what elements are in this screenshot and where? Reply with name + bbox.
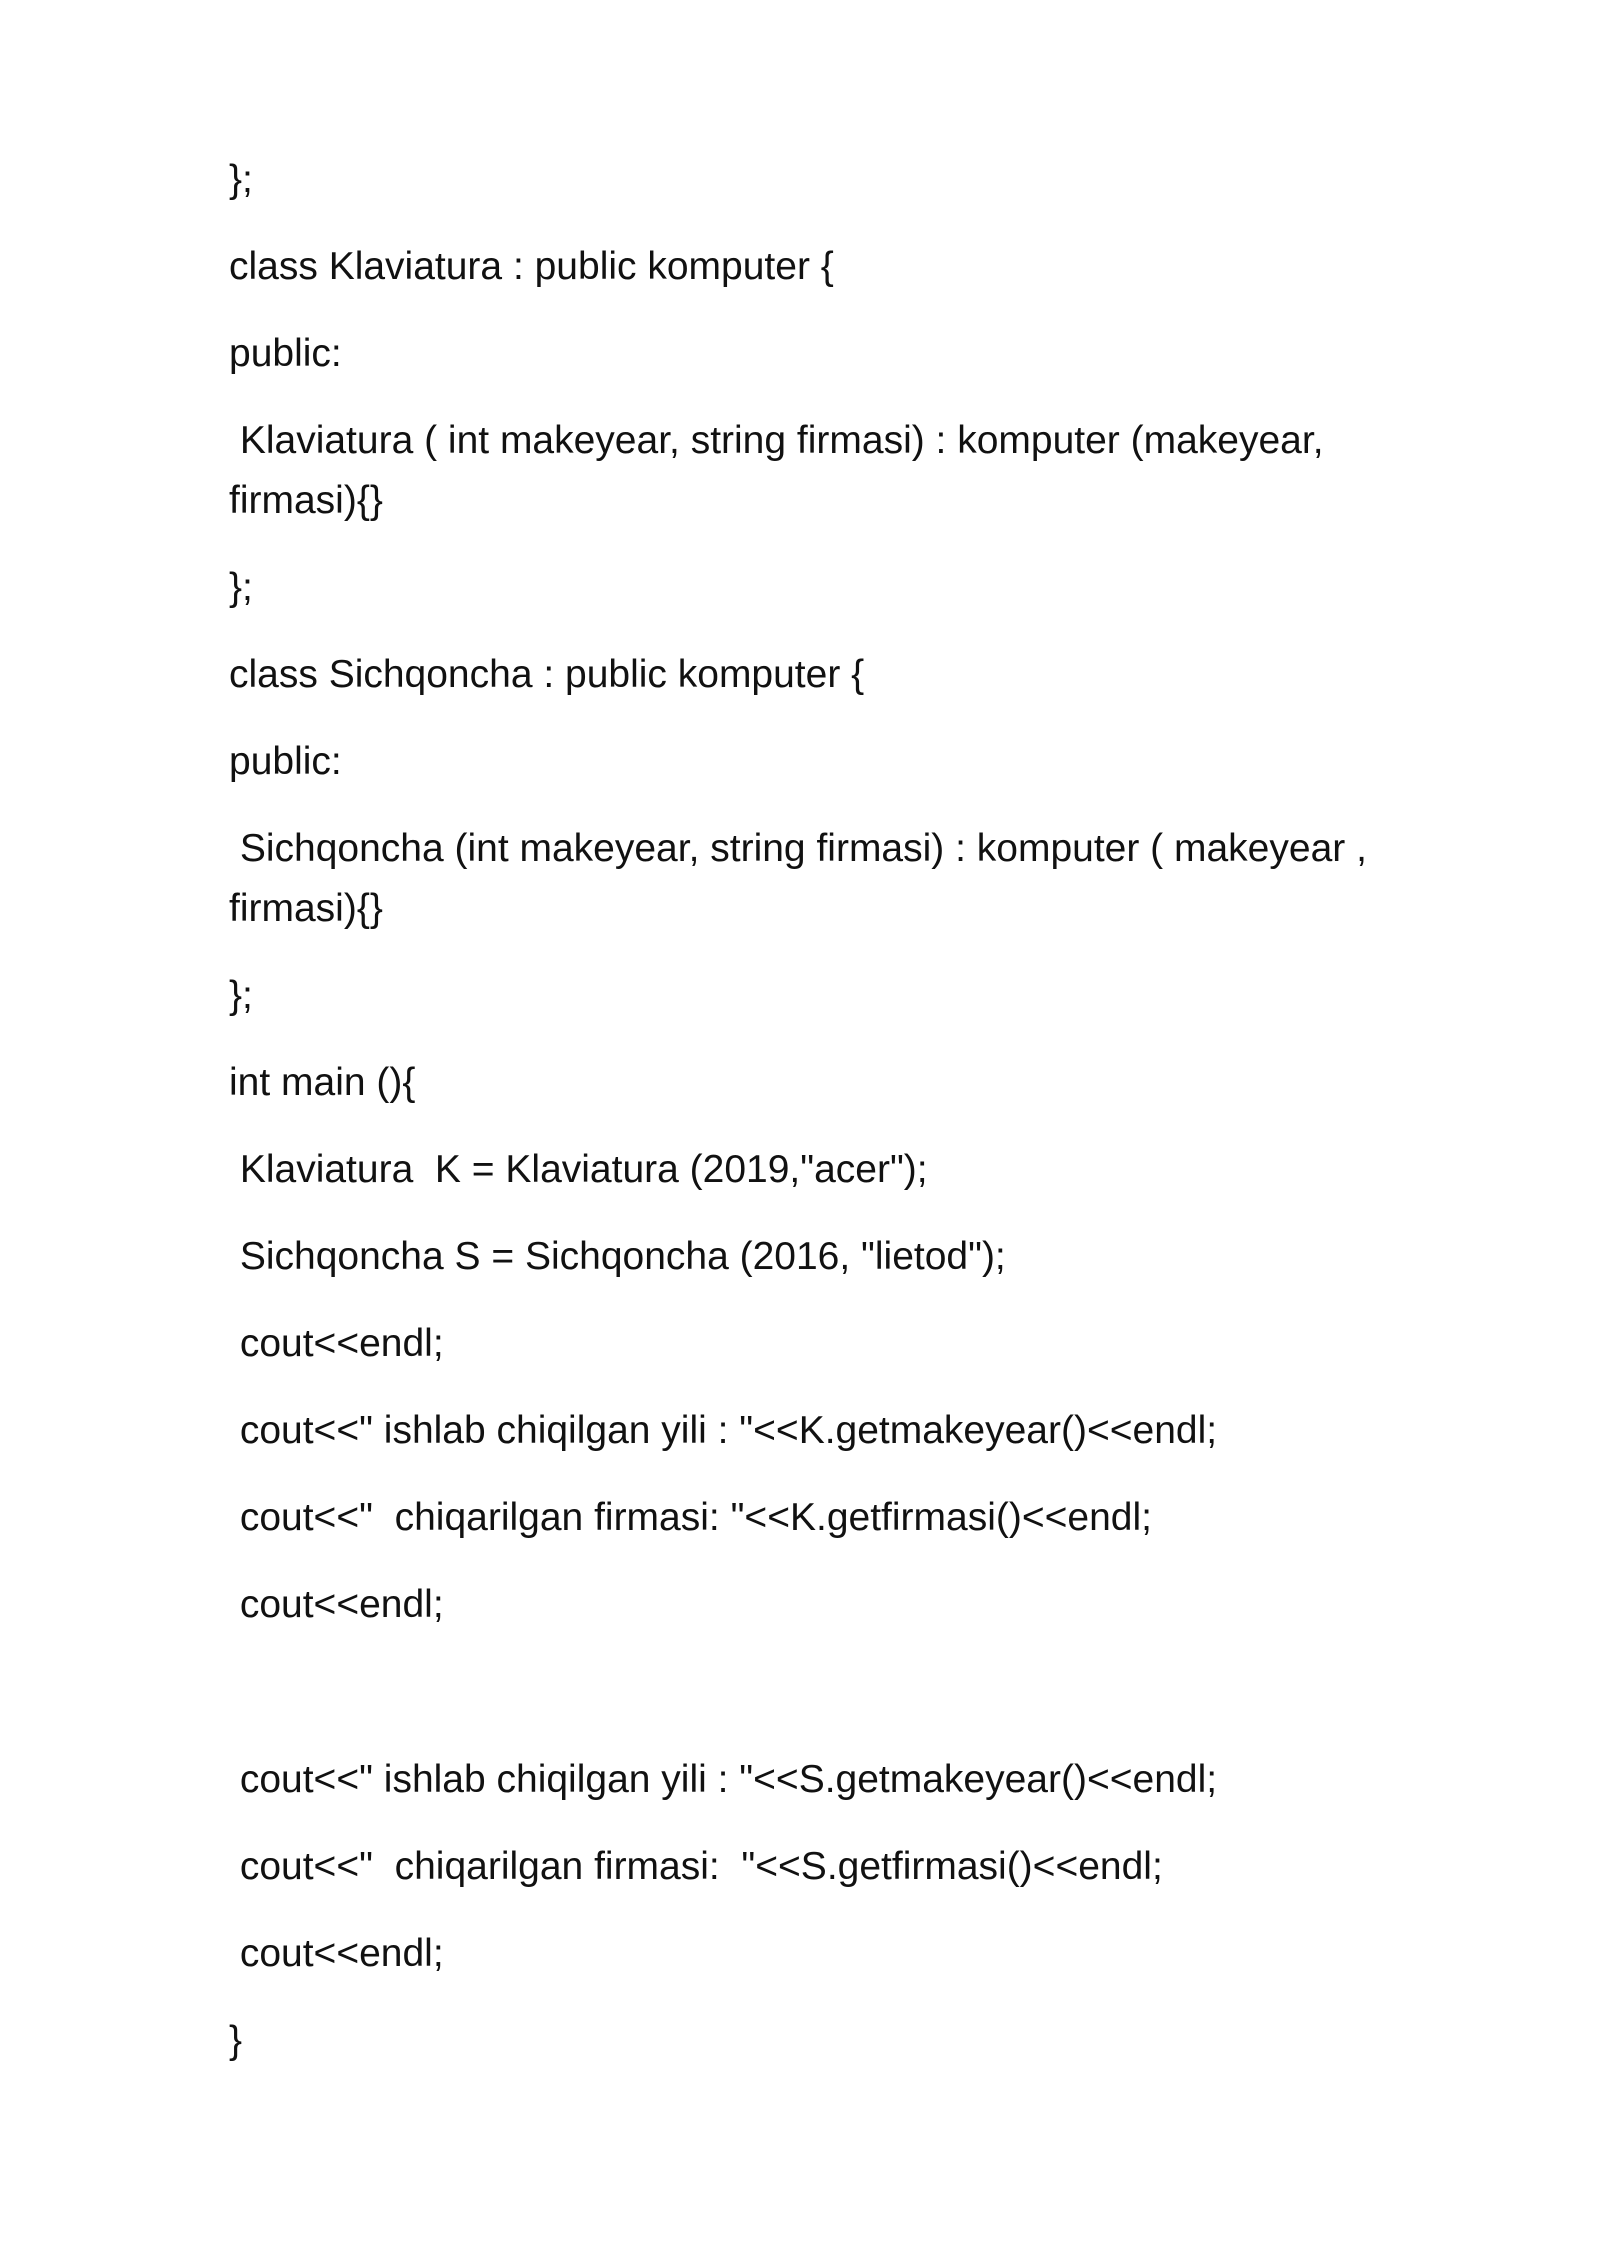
code-line: Klaviatura ( int makeyear, string firmasi) : komputer (makeyear, <box>229 419 1324 462</box>
code-line: firmasi){} <box>229 479 383 522</box>
code-line: } <box>229 2019 243 2062</box>
code-line: public: <box>229 332 342 375</box>
code-line: Sichqoncha S = Sichqoncha (2016, "lietod"); <box>229 1235 1006 1278</box>
code-line: cout<<" chiqarilgan firmasi: "<<K.getfirmasi()<<endl; <box>229 1496 1152 1539</box>
code-line: }; <box>229 974 253 1017</box>
code-line: int main (){ <box>229 1061 416 1104</box>
code-line: public: <box>229 740 342 783</box>
code-line: cout<<" ishlab chiqilgan yili : "<<S.getmakeyear()<<endl; <box>229 1758 1218 1801</box>
code-line: Sichqoncha (int makeyear, string firmasi) : komputer ( makeyear , <box>229 827 1367 870</box>
code-line: cout<<endl; <box>229 1322 444 1365</box>
code-line: class Sichqoncha : public komputer { <box>229 653 865 696</box>
code-line: cout<<endl; <box>229 1932 444 1975</box>
code-line: }; <box>229 158 253 201</box>
code-line: firmasi){} <box>229 887 383 930</box>
code-line: cout<<" ishlab chiqilgan yili : "<<K.getmakeyear()<<endl; <box>229 1409 1218 1452</box>
code-line: class Klaviatura : public komputer { <box>229 245 834 288</box>
code-line: cout<<endl; <box>229 1583 444 1626</box>
code-line: }; <box>229 566 253 609</box>
code-line: Klaviatura K = Klaviatura (2019,"acer"); <box>229 1148 928 1191</box>
code-line: cout<<" chiqarilgan firmasi: "<<S.getfirmasi()<<endl; <box>229 1845 1163 1888</box>
